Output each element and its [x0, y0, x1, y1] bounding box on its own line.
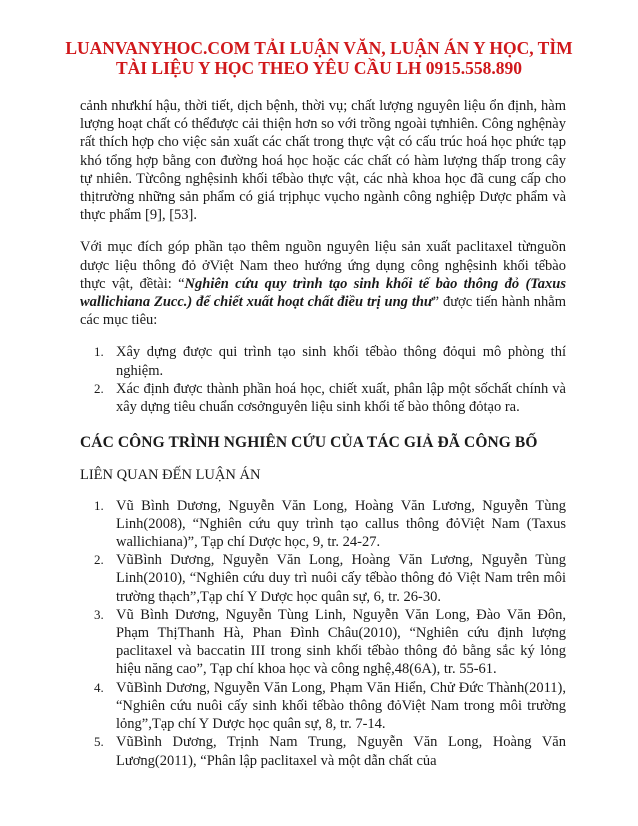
list-item — [80, 679, 566, 734]
list-item — [80, 606, 566, 679]
intro-text: Với mục đích góp phần tạo thêm nguồn nguyên liệu sản xuất paclitaxel từnguồn dược liệu thông đỏ ởViệt Nam theo hướng ứng dụng công nghệsinh khối tếbào thực vật, đềtài: “ — [80, 239, 566, 292]
header-line-2: TÀI LIỆU Y HỌC THEO YÊU CẦU LH 0915.558.890 — [115, 58, 523, 78]
document-body — [80, 97, 566, 770]
list-text: VũBình Dương, Nguyễn Văn Long, Phạm Văn Hiển, Chử Đức Thành(2011), “Nghiên cứu nuôi cấy sinh khối tếbào thông đỏViệt Nam trong môi trường lỏng”,Tạp chí Y Dược học quân sự, 8, tr. 7-14. — [116, 679, 566, 733]
site-header-banner — [40, 38, 598, 78]
objectives-list — [80, 343, 566, 416]
list-number: 2. — [94, 552, 104, 568]
list-item — [80, 380, 566, 416]
list-number: 5. — [94, 734, 104, 750]
paragraph-context: cảnh nhưkhí hậu, thời tiết, dịch bệnh, thời vụ; chất lượng nguyên liệu ổn định, hàm lượng hoạt chất có thểđược cải thiện hơn so với trồng ngoài tựnhiên. Công nghệnày rất thích hợp cho việc sản xuất các chất trong thực vật có cấu trúc hoá học phức tạp khó tổng hợp bằng con đường hoá học hoặc các chất có hàm lượng thấp trong cây tự nhiên. Từcông nghệsinh khối tếbào thực vật, các nhà khoa học đã cung cấp cho thịtrường những sản phẩm có giá trịphục vụcho ngành công nghiệp Dược phẩm và thực phẩm [9], [53]. — [80, 98, 566, 224]
list-text: Vũ Bình Dương, Nguyễn Văn Long, Hoàng Văn Lương, Nguyễn Tùng Linh(2008), “Nghiên cứu quy trình tạo callus thông đỏViệt Nam (Taxus wallichiana)”, Tạp chí Dược học, 9, tr. 24-27. — [116, 497, 566, 551]
list-number: 4. — [94, 679, 104, 695]
section-heading: CÁC CÔNG TRÌNH NGHIÊN CỨU CỦA TÁC GIẢ ĐÃ CÔNG BỐ — [80, 434, 538, 452]
list-text: VũBình Dương, Trịnh Nam Trung, Nguyễn Văn Long, Hoàng Văn Lương(2011), “Phân lập paclitaxel và một dẫn chất của — [116, 734, 566, 769]
section-subheading: LIÊN QUAN ĐẾN LUẬN ÁN — [80, 467, 261, 484]
list-text: Xác định được thành phần hoá học, chiết xuất, phân lập một sốchất chính và xây dựng tiêu chuẩn cơsởnguyên liệu sinh khối tế bào thông đỏtạo ra. — [116, 380, 566, 416]
header-line-1: LUANVANYHOC.COM TẢI LUẬN VĂN, LUẬN ÁN Y HỌC, TÌM — [65, 38, 573, 58]
list-item — [80, 551, 566, 606]
list-item — [80, 343, 566, 379]
list-number: 1. — [94, 497, 104, 513]
intro-text-end: ” được tiến hành nhằm các mục tiêu: — [80, 294, 566, 329]
list-text: VũBình Dương, Nguyễn Văn Long, Hoàng Văn Lương, Nguyễn Tùng Linh(2010), “Nghiên cứu duy trì nuôi cấy tếbào thông đỏ Việt Nam trên môi trường thạch”,Tạp chí Y Dược học quân sự, 6, tr. 26-30. — [116, 552, 566, 605]
list-item — [80, 733, 566, 769]
list-number: 2. — [94, 380, 104, 396]
list-number: 3. — [94, 606, 104, 622]
publications-list — [80, 497, 566, 770]
list-text: Vũ Bình Dương, Nguyễn Tùng Linh, Nguyễn Văn Long, Đào Văn Đôn, Phạm ThịThanh Hà, Phan Đình Châu(2010), “Nghiên cứu định lượng paclitaxel và baccatin III trong sinh khối tếbào thông đỏ bằng sắc ký lỏng hiệu năng cao”, Tạp chí khoa học và công nghệ,48(6A), tr. 55-61. — [116, 606, 566, 678]
paragraph-objective-intro — [80, 238, 566, 329]
list-number: 1. — [94, 344, 104, 360]
list-text: Xây dựng được qui trình tạo sinh khối tếbào thông đỏqui mô phòng thí nghiệm. — [116, 344, 566, 379]
thesis-title: Nghiên cứu quy trình tạo sinh khối tế bào thông đỏ (Taxus wallichiana Zucc.) để chiết xuất hoạt chất điều trị ung thư — [80, 275, 567, 311]
list-item — [80, 497, 566, 552]
